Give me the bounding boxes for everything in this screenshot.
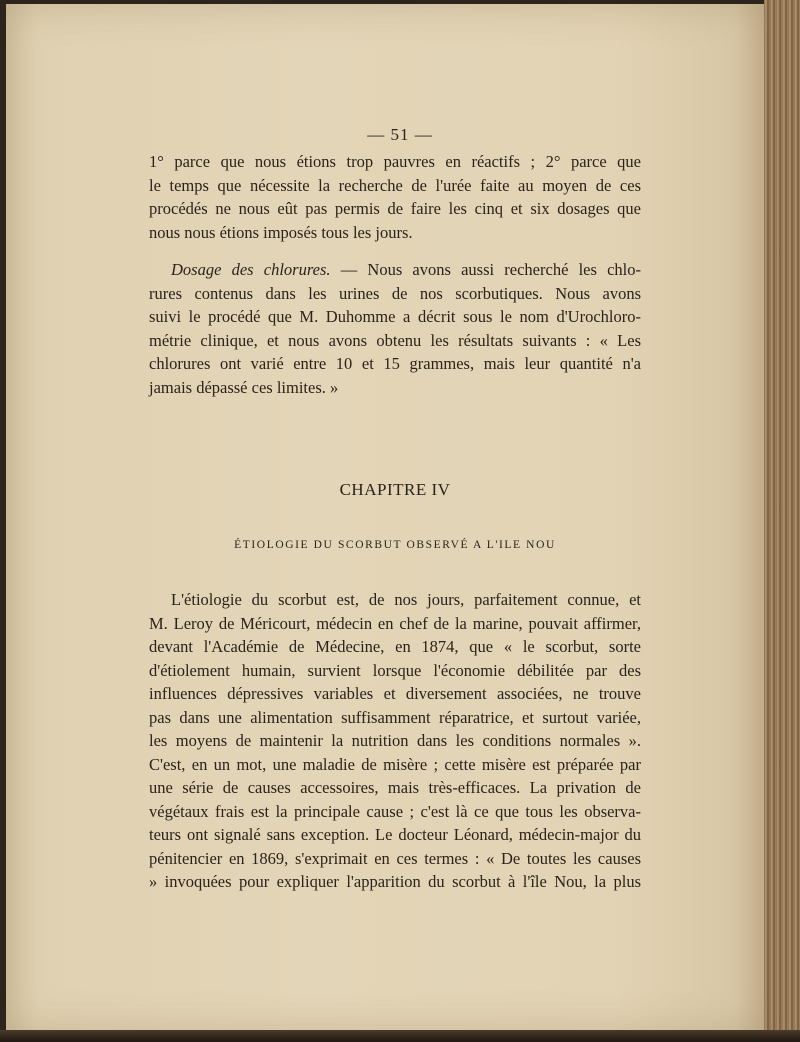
section-heading-chlorures: Dosage des chlorures. bbox=[171, 260, 331, 279]
text-line: L'étiologie du scorbut est, de nos jours, parfaitement connue, et bbox=[171, 590, 641, 609]
text-line: pénitencier en 1869, s'exprimait en ces termes : « De toutes les causes bbox=[149, 848, 641, 868]
text-line: les moyens de maintenir la nutrition dans les conditions normales ». bbox=[149, 731, 641, 750]
text-line: suivi le procédé que M. Duhomme a décrit sous le nom d'Urochloro- bbox=[149, 307, 641, 326]
text-line: M. Leroy de Méricourt, médecin en chef de la marine, pouvait affirmer, bbox=[149, 613, 641, 633]
text-line bbox=[149, 258, 641, 282]
book-page-edges bbox=[764, 0, 800, 1042]
text-line: teurs ont signalé sans exception. Le docteur Léonard, médecin-major du bbox=[149, 825, 641, 844]
text-line: d'étiolement humain, survient lorsque l'économie débilitée par des bbox=[149, 660, 641, 680]
book-bottom-edge bbox=[0, 1030, 800, 1042]
chlorures-paragraph bbox=[149, 258, 641, 399]
intro-paragraph bbox=[149, 150, 641, 244]
text-line: C'est, en un mot, une maladie de misère ; cette misère est préparée par bbox=[149, 754, 641, 774]
text-line: » invoquées pour expliquer l'apparition du scorbut à l'île Nou, la plus bbox=[149, 872, 641, 891]
text-line: procédés ne nous eût pas permis de faire les cinq et six dosages que bbox=[149, 199, 641, 218]
text-line: le temps que nécessite la recherche de l'urée faite au moyen de ces bbox=[149, 175, 641, 195]
text-line: chlorures ont varié entre 10 et 15 grammes, mais leur quantité n'a bbox=[149, 354, 641, 373]
text-fragment: — Nous avons aussi recherché les chlo- bbox=[330, 260, 641, 279]
text-line: jamais dépassé ces limites. » bbox=[149, 377, 339, 397]
text-line: pas dans une alimentation suffisamment réparatrice, et surtout variée, bbox=[149, 707, 641, 727]
text-line: 1° parce que nous étions trop pauvres en réactifs ; 2° parce que bbox=[149, 152, 641, 171]
chapter-title: CHAPITRE IV bbox=[339, 480, 451, 499]
text-line: devant l'Académie de Médecine, en 1874, que « le scorbut, sorte bbox=[149, 637, 641, 656]
text-line: nous nous étions imposés tous les jours. bbox=[149, 222, 413, 242]
text-line: végétaux frais est la principale cause ; c'est là ce que tous les observa- bbox=[149, 801, 641, 821]
text-line: influences dépressives variables et diversement associées, ne trouve bbox=[149, 684, 641, 703]
text-line: métrie clinique, et nous avons obtenu les résultats suivants : « Les bbox=[149, 330, 641, 350]
etiologie-paragraph bbox=[149, 588, 641, 894]
page-number: — 51 — bbox=[367, 125, 433, 144]
chapter-subtitle: ÉTIOLOGIE DU SCORBUT OBSERVÉ A L'ILE NOU bbox=[234, 539, 556, 551]
text-line: une série de causes accessoires, mais très-efficaces. La privation de bbox=[149, 778, 641, 797]
text-line: rures contenus dans les urines de nos scorbutiques. Nous avons bbox=[149, 283, 641, 303]
